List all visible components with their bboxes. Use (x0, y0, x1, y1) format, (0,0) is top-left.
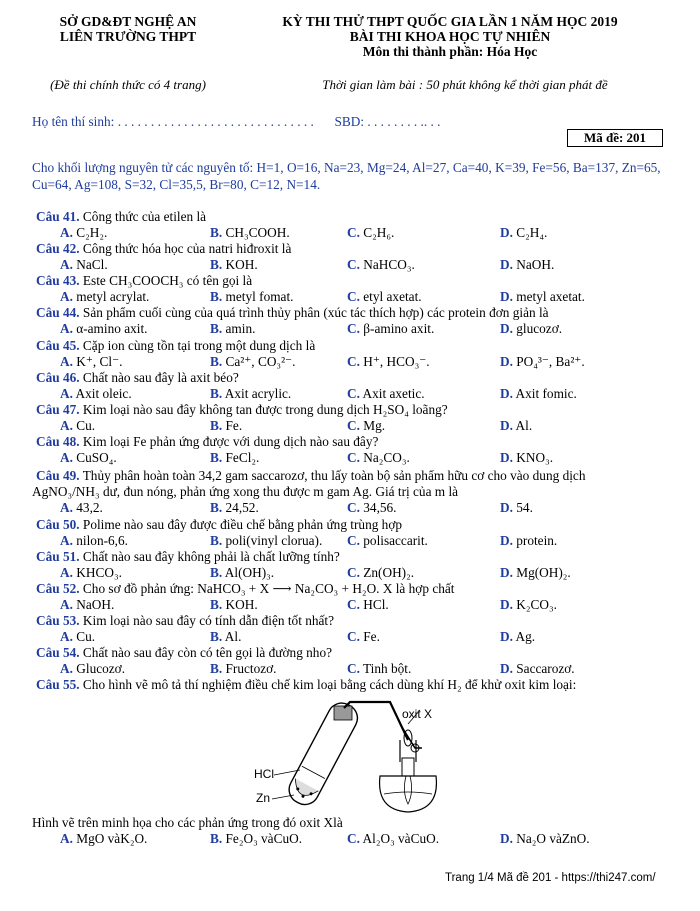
answer-option[interactable] (500, 289, 585, 305)
question-number: Câu 55. (36, 677, 80, 692)
question-text: Kim loại nào sau đây có tính dẫn điện tốt nhất? (82, 613, 335, 628)
department-name: SỞ GD&ĐT NGHỆ AN (59, 14, 197, 29)
option-letter: D. (500, 321, 513, 336)
answer-option[interactable] (60, 597, 114, 613)
answer-option[interactable] (347, 661, 411, 677)
option-row (0, 597, 700, 613)
candidate-line (32, 114, 441, 130)
exam-subject: Môn thi thành phần: Hóa Học (362, 44, 538, 59)
option-letter: A. (60, 257, 73, 272)
option-row (0, 565, 700, 581)
option-letter: D. (500, 500, 513, 515)
option-text: β-amino axit. (363, 321, 435, 336)
option-letter: C. (347, 661, 360, 676)
question-number: Câu 51. (36, 549, 80, 564)
answer-option[interactable] (347, 597, 389, 613)
option-text: NaHCO₃. (363, 257, 415, 272)
question-text: Cho sơ đồ phản ứng: NaHCO₃ + X ⟶ Na₂CO₃ + H₂O. X là hợp chất (82, 581, 455, 596)
option-letter: D. (500, 533, 513, 548)
option-text: K₂CO₃. (516, 597, 557, 612)
option-row (0, 321, 700, 337)
answer-option[interactable] (347, 257, 415, 273)
answer-option[interactable] (500, 831, 590, 847)
option-text: Mg(OH)₂. (516, 565, 571, 580)
option-text: Glucozơ. (76, 661, 126, 676)
option-text: NaCl. (76, 257, 108, 272)
option-letter: D. (500, 418, 513, 433)
school-name: LIÊN TRƯỜNG THPT (59, 29, 197, 44)
option-text: polisaccarit. (363, 533, 428, 548)
option-letter: B. (210, 629, 223, 644)
option-letter: C. (347, 500, 360, 515)
answer-option[interactable] (347, 500, 397, 516)
answer-option[interactable] (60, 225, 107, 241)
answer-option[interactable] (60, 450, 117, 466)
answer-option[interactable] (210, 386, 291, 402)
question-number: Câu 48. (36, 434, 80, 449)
option-text: metyl acrylat. (76, 289, 150, 304)
answer-option[interactable] (347, 386, 425, 402)
option-text: PO₄³⁻, Ba²⁺. (516, 354, 585, 369)
question-stem (36, 645, 332, 661)
option-text: KNO₃. (516, 450, 554, 465)
answer-option[interactable] (347, 289, 422, 305)
answer-option[interactable] (500, 225, 547, 241)
option-text: Al. (515, 418, 533, 433)
option-text: Fe₂O₃ vàCuO. (225, 831, 303, 846)
option-letter: B. (210, 597, 223, 612)
option-letter: A. (60, 661, 73, 676)
option-text: Fe. (363, 629, 380, 644)
question-number: Câu 43. (36, 273, 80, 288)
option-letter: D. (500, 629, 513, 644)
exam-title: KỲ THI THỬ THPT QUỐC GIA LẦN 1 NĂM HỌC 2019 (282, 14, 618, 29)
option-text: KOH. (225, 257, 258, 272)
question-number: Câu 41. (36, 209, 80, 224)
option-row (0, 257, 700, 273)
option-letter: B. (210, 418, 223, 433)
option-letter: B. (210, 225, 223, 240)
answer-option[interactable] (210, 450, 259, 466)
label-hcl: HCl (254, 767, 274, 781)
label-zn: Zn (256, 791, 271, 805)
option-text: Axit oleic. (75, 386, 132, 401)
option-letter: C. (347, 533, 360, 548)
option-letter: D. (500, 354, 513, 369)
option-text: C₂H₄. (516, 225, 548, 240)
question-stem (36, 241, 291, 257)
option-row (0, 450, 700, 466)
answer-option[interactable] (347, 533, 428, 549)
answer-option[interactable] (347, 450, 410, 466)
option-letter: C. (347, 289, 360, 304)
option-letter: C. (347, 257, 360, 272)
answer-option[interactable] (210, 831, 302, 847)
question-number: Câu 47. (36, 402, 80, 417)
question-stem (36, 434, 378, 450)
option-letter: C. (347, 831, 360, 846)
question-stem (36, 677, 576, 693)
option-text: Al₂O₃ vàCuO. (362, 831, 440, 846)
answer-option[interactable] (347, 831, 439, 847)
option-row (0, 629, 700, 645)
question-text: Công thức của etilen là (82, 209, 207, 224)
answer-option[interactable] (500, 418, 532, 434)
option-row (0, 533, 700, 549)
option-letter: B. (210, 354, 223, 369)
answer-option[interactable] (347, 321, 434, 337)
option-text: etyl axetat. (363, 289, 422, 304)
atomic-mass-info: Cho khối lượng nguyên tử các nguyên tố: H=1, O=16, Na=23, Mg=24, Al=27, Ca=40, K=39, Fe=56, Ba=137, Zn=65, Cu=64, Ag=108, S=32, Cl=35,5, Br=80, C=12, N=14. (32, 160, 661, 192)
option-text: metyl fomat. (225, 289, 294, 304)
option-text: metyl axetat. (516, 289, 585, 304)
option-letter: B. (210, 831, 223, 846)
option-text: Fe. (225, 418, 243, 433)
option-letter: B. (210, 500, 223, 515)
option-text: Ca²⁺, CO₃²⁻. (225, 354, 296, 369)
candidate-name-field: Họ tên thí sinh: . . . . . . . . . . . . . . . . . . . . . . . . . . . . . . (32, 114, 314, 129)
answer-option[interactable] (500, 354, 585, 370)
question-text: Công thức hóa học của natri hiđroxit là (82, 241, 292, 256)
answer-option[interactable] (210, 289, 293, 305)
question-text: Cho hình vẽ mô tả thí nghiệm điều chế kim loại bằng cách dùng khí H₂ để khử oxit kim loại: (82, 677, 577, 692)
option-letter: C. (347, 418, 360, 433)
option-text: 43,2. (76, 500, 103, 515)
question-stem (36, 517, 402, 533)
answer-option[interactable] (60, 500, 103, 516)
option-letter: A. (60, 629, 73, 644)
answer-option[interactable] (210, 257, 258, 273)
option-text: amin. (225, 321, 256, 336)
option-text: Axit acrylic. (224, 386, 292, 401)
time-note: Thời gian làm bài : 50 phút không kể thời gian phát đề (322, 77, 608, 92)
question-stem (36, 209, 206, 225)
exam-code-box: Mã đề: 201 (567, 129, 663, 147)
option-letter: D. (500, 565, 513, 580)
option-text: KOH. (225, 597, 258, 612)
question-number: Câu 45. (36, 338, 80, 353)
option-letter: B. (210, 533, 223, 548)
option-text: NaOH. (76, 597, 115, 612)
option-row (0, 225, 700, 241)
question-text: Chất nào sau đây còn có tên gọi là đường nho? (82, 645, 333, 660)
question-text: Este CH₃COOCH₃ có tên gọi là (82, 273, 253, 288)
question-stem (36, 549, 340, 565)
question-text-cont: AgNO₃/NH₃ dư, đun nóng, phản ứng xong thu được m gam Ag. Giá trị của m là (32, 484, 459, 499)
question-stem (36, 273, 252, 289)
answer-option[interactable] (60, 533, 128, 549)
option-text: H⁺, HCO₃⁻. (363, 354, 430, 369)
option-text: MgO vàK₂O. (76, 831, 148, 846)
answer-option[interactable] (347, 565, 414, 581)
option-letter: A. (60, 533, 73, 548)
answer-option[interactable] (210, 354, 295, 370)
question-stem (36, 370, 239, 386)
option-letter: B. (210, 321, 223, 336)
question-stem (36, 613, 334, 629)
option-text: Al. (224, 629, 242, 644)
option-text: α-amino axit. (76, 321, 148, 336)
answer-option[interactable] (500, 629, 535, 645)
option-row (0, 354, 700, 370)
option-text: 24,52. (225, 500, 259, 515)
option-letter: D. (500, 386, 513, 401)
answer-option[interactable] (60, 257, 108, 273)
question-number: Câu 42. (36, 241, 80, 256)
option-text: 54. (516, 500, 533, 515)
answer-option[interactable] (500, 257, 554, 273)
option-letter: A. (60, 500, 73, 515)
question-stem (36, 402, 448, 418)
answer-option[interactable] (210, 225, 290, 241)
answer-option[interactable] (210, 500, 259, 516)
option-text: 34,56. (363, 500, 397, 515)
option-letter: C. (347, 450, 360, 465)
option-text: CH₃COOH. (225, 225, 290, 240)
option-letter: D. (500, 597, 513, 612)
option-text: Fructozơ. (225, 661, 277, 676)
candidate-sbd-field: SBD: . . . . . . . . .. . . (334, 114, 441, 129)
answer-option[interactable] (500, 321, 562, 337)
option-row (0, 418, 700, 434)
option-text: Ag. (515, 629, 536, 644)
option-letter: D. (500, 450, 513, 465)
answer-option[interactable] (60, 831, 147, 847)
option-row (0, 386, 700, 402)
page-count-note: (Đề thi chính thức có 4 trang) (50, 77, 206, 92)
question-number: Câu 44. (36, 305, 80, 320)
question-stem (36, 581, 454, 597)
question-number: Câu 54. (36, 645, 80, 660)
option-text: HCl. (363, 597, 389, 612)
option-letter: B. (210, 450, 223, 465)
answer-option[interactable] (60, 629, 95, 645)
option-text: Zn(OH)₂. (363, 565, 415, 580)
question-number: Câu 53. (36, 613, 80, 628)
question-55-followup: Hình vẽ trên minh họa cho các phản ứng trong đó oxit Xlà (32, 815, 343, 830)
option-letter: D. (500, 661, 513, 676)
option-text: Na₂O vàZnO. (516, 831, 590, 846)
answer-option[interactable] (347, 354, 430, 370)
option-text: Na₂CO₃. (363, 450, 410, 465)
answer-option[interactable] (210, 629, 241, 645)
option-row (0, 661, 700, 677)
option-letter: A. (60, 386, 73, 401)
answer-option[interactable] (60, 565, 122, 581)
answer-option[interactable] (60, 386, 132, 402)
page-footer: Trang 1/4 Mã đề 201 - https://thi247.com/ (445, 872, 656, 884)
answer-option[interactable] (210, 597, 258, 613)
option-text: Cu. (76, 418, 96, 433)
question-stem (36, 305, 549, 321)
option-text: Tinh bột. (363, 661, 412, 676)
option-letter: A. (60, 225, 73, 240)
option-text: Axit axetic. (362, 386, 425, 401)
answer-option[interactable] (500, 565, 571, 581)
option-letter: A. (60, 597, 73, 612)
option-row (0, 831, 700, 847)
header-right (240, 14, 660, 59)
option-letter: D. (500, 225, 513, 240)
option-letter: D. (500, 831, 513, 846)
option-letter: A. (60, 354, 73, 369)
question-text: Sản phẩm cuối cùng của quá trình thủy phân (xúc tác thích hợp) các protein đơn giản là (82, 305, 549, 320)
option-text: glucozơ. (516, 321, 563, 336)
option-letter: C. (347, 597, 360, 612)
question-text: Cặp ion cùng tồn tại trong một dung dịch là (82, 338, 316, 353)
answer-option[interactable] (60, 661, 125, 677)
option-letter: B. (210, 661, 223, 676)
answer-option[interactable] (60, 321, 147, 337)
experiment-figure (250, 700, 590, 820)
answer-option[interactable] (347, 225, 394, 241)
option-letter: B. (210, 289, 223, 304)
option-letter: A. (60, 565, 73, 580)
option-letter: B. (210, 257, 223, 272)
option-text: nilon-6,6. (76, 533, 128, 548)
answer-option[interactable] (347, 629, 380, 645)
answer-option[interactable] (500, 386, 577, 402)
option-text: Axit fomic. (515, 386, 577, 401)
question-number: Câu 46. (36, 370, 80, 385)
option-text: FeCl₂. (225, 450, 260, 465)
question-text: Chất nào sau đây không phải là chất lưỡng tính? (82, 549, 340, 564)
question-text: Polime nào sau đây được điều chế bằng phản ứng trùng hợp (82, 517, 403, 532)
option-text: Al(OH)₃. (224, 565, 275, 580)
option-letter: D. (500, 289, 513, 304)
answer-option[interactable] (210, 321, 255, 337)
option-text: CuSO₄. (76, 450, 117, 465)
question-stem (36, 338, 315, 354)
option-letter: B. (210, 565, 223, 580)
option-text: K⁺, Cl⁻. (76, 354, 123, 369)
answer-option[interactable] (60, 354, 122, 370)
option-letter: A. (60, 450, 73, 465)
option-letter: C. (347, 629, 360, 644)
option-text: Saccarozơ. (516, 661, 575, 676)
answer-option[interactable] (500, 597, 557, 613)
option-letter: D. (500, 257, 513, 272)
question-number: Câu 50. (36, 517, 80, 532)
option-row (0, 289, 700, 305)
option-text: KHCO₃. (76, 565, 122, 580)
question-stem (36, 468, 585, 484)
option-letter: A. (60, 831, 73, 846)
option-letter: C. (347, 565, 360, 580)
option-letter: A. (60, 418, 73, 433)
answer-option[interactable] (60, 289, 149, 305)
answer-option[interactable] (500, 450, 553, 466)
option-letter: C. (347, 386, 360, 401)
option-letter: A. (60, 321, 73, 336)
option-text: Mg. (363, 418, 386, 433)
answer-option[interactable] (500, 533, 557, 549)
option-text: poli(vinyl clorua). (225, 533, 323, 548)
option-text: NaOH. (516, 257, 555, 272)
answer-option[interactable] (210, 533, 322, 549)
question-text: Kim loại Fe phản ứng được với dung dịch nào sau đây? (82, 434, 379, 449)
answer-option[interactable] (210, 565, 274, 581)
question-number: Câu 52. (36, 581, 80, 596)
exam-subject-group: BÀI THI KHOA HỌC TỰ NHIÊN (349, 29, 551, 44)
option-letter: C. (347, 225, 360, 240)
answer-option[interactable] (500, 661, 575, 677)
answer-option[interactable] (210, 661, 277, 677)
answer-option[interactable] (347, 418, 385, 434)
option-text: protein. (516, 533, 558, 548)
option-letter: C. (347, 321, 360, 336)
option-letter: A. (60, 289, 73, 304)
question-number: Câu 49. (36, 468, 80, 483)
option-letter: B. (210, 386, 223, 401)
header-left (18, 14, 238, 44)
answer-option[interactable] (500, 500, 533, 516)
answer-option[interactable] (210, 418, 242, 434)
option-letter: C. (347, 354, 360, 369)
question-text: Thủy phân hoàn toàn 34,2 gam saccarozơ, thu lấy toàn bộ sản phẩm hữu cơ cho vào dung dịch (82, 468, 586, 483)
option-text: C₂H₆. (363, 225, 395, 240)
question-text: Kim loại nào sau đây không tan được trong dung dịch H₂SO₄ loãng? (82, 402, 448, 417)
label-oxide: oxit X (402, 707, 433, 721)
answer-option[interactable] (60, 418, 95, 434)
option-row (0, 500, 700, 516)
option-text: C₂H₂. (76, 225, 108, 240)
option-text: Cu. (76, 629, 96, 644)
question-text: Chất nào sau đây là axit béo? (82, 370, 239, 385)
